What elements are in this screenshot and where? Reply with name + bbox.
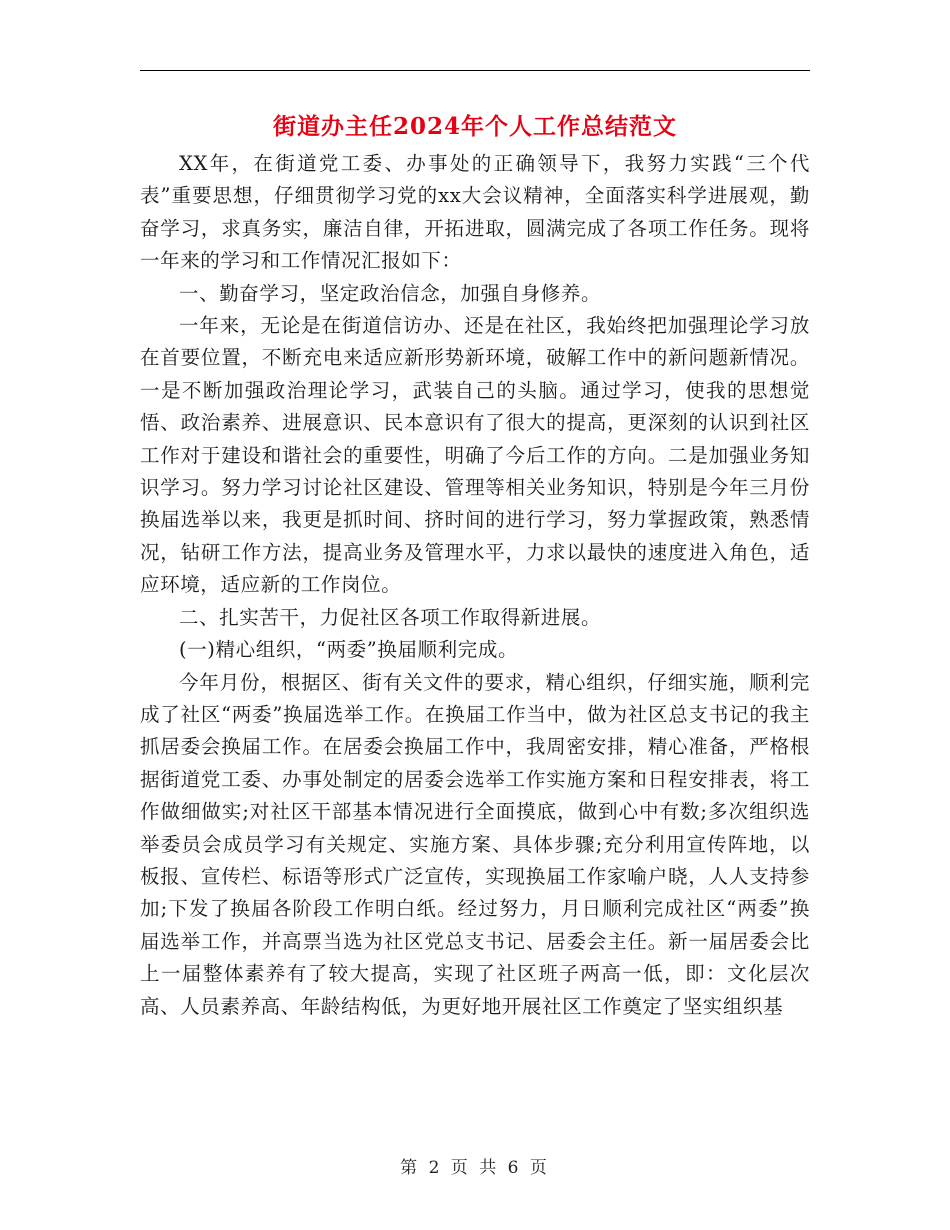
header-rule	[140, 70, 810, 71]
paragraph-election: 今年月份，根据区、街有关文件的要求，精心组织，仔细实施，顺利完成了社区“两委”换届选举工作。在换届工作当中，做为社区总支书记的我主抓居委会换届工作。在居委会换届工作中，我周密安排，精心准备，严格根据街道党工委、办事处制定的居委会选举工作实施方案和日程安排表，将工作做细做实;对社区干部基本情况进行全面摸底，做到心中有数;多次组织选举委员会成员学习有关规定、实施方案、具体步骤;充分利用宣传阵地，以板报、宣传栏、标语等形式广泛宣传，实现换届工作家喻户晓，人人支持参加;下发了换届各阶段工作明白纸。经过努力，月日顺利完成社区“两委”换届选举工作，并高票当选为社区党总支书记、居委会主任。新一届居委会比上一届整体素养有了较大提高，实现了社区班子两高一低，即：文化层次高、人员素养高、年龄结构低，为更好地开展社区工作奠定了坚实组织基	[140, 670, 810, 1018]
page-number-footer: 第 2 页 共 6 页	[400, 1158, 550, 1178]
document-body	[140, 148, 810, 1023]
document-title: 街道办主任2024年个人工作总结范文	[272, 113, 677, 140]
subsection-heading-1: (一)精心组织，“两委”换届顺利完成。	[179, 638, 519, 662]
paragraph-study: 一年来，无论是在街道信访办、还是在社区，我始终把加强理论学习放在首要位置，不断充电来适应新形势新环境，破解工作中的新问题新情况。一是不断加强政治理论学习，武装自己的头脑。通过学习，使我的思想觉悟、政治素养、进展意识、民本意识有了很大的提高，更深刻的认识到社区工作对于建设和谐社会的重要性，明确了今后工作的方向。二是加强业务知识学习。努力学习讨论社区建设、管理等相关业务知识，特别是今年三月份换届选举以来，我更是抓时间、挤时间的进行学习，努力掌握政策，熟悉情况，钻研工作方法，提高业务及管理水平，力求以最快的速度进入角色，适应环境，适应新的工作岗位。	[140, 314, 810, 597]
paragraph-intro: XX年，在街道党工委、办事处的正确领导下，我努力实践“三个代表”重要思想，仔细贯彻学习党的xx大会议精神，全面落实科学进展观，勤奋学习，求真务实，廉洁自律，开拓进取，圆满完成了各项工作任务。现将一年来的学习和工作情况汇报如下：	[140, 152, 810, 273]
section-heading-2: 二、扎实苦干，力促社区各项工作取得新进展。	[179, 605, 602, 629]
section-heading-1: 一、勤奋学习，坚定政治信念，加强自身修养。	[179, 281, 602, 305]
